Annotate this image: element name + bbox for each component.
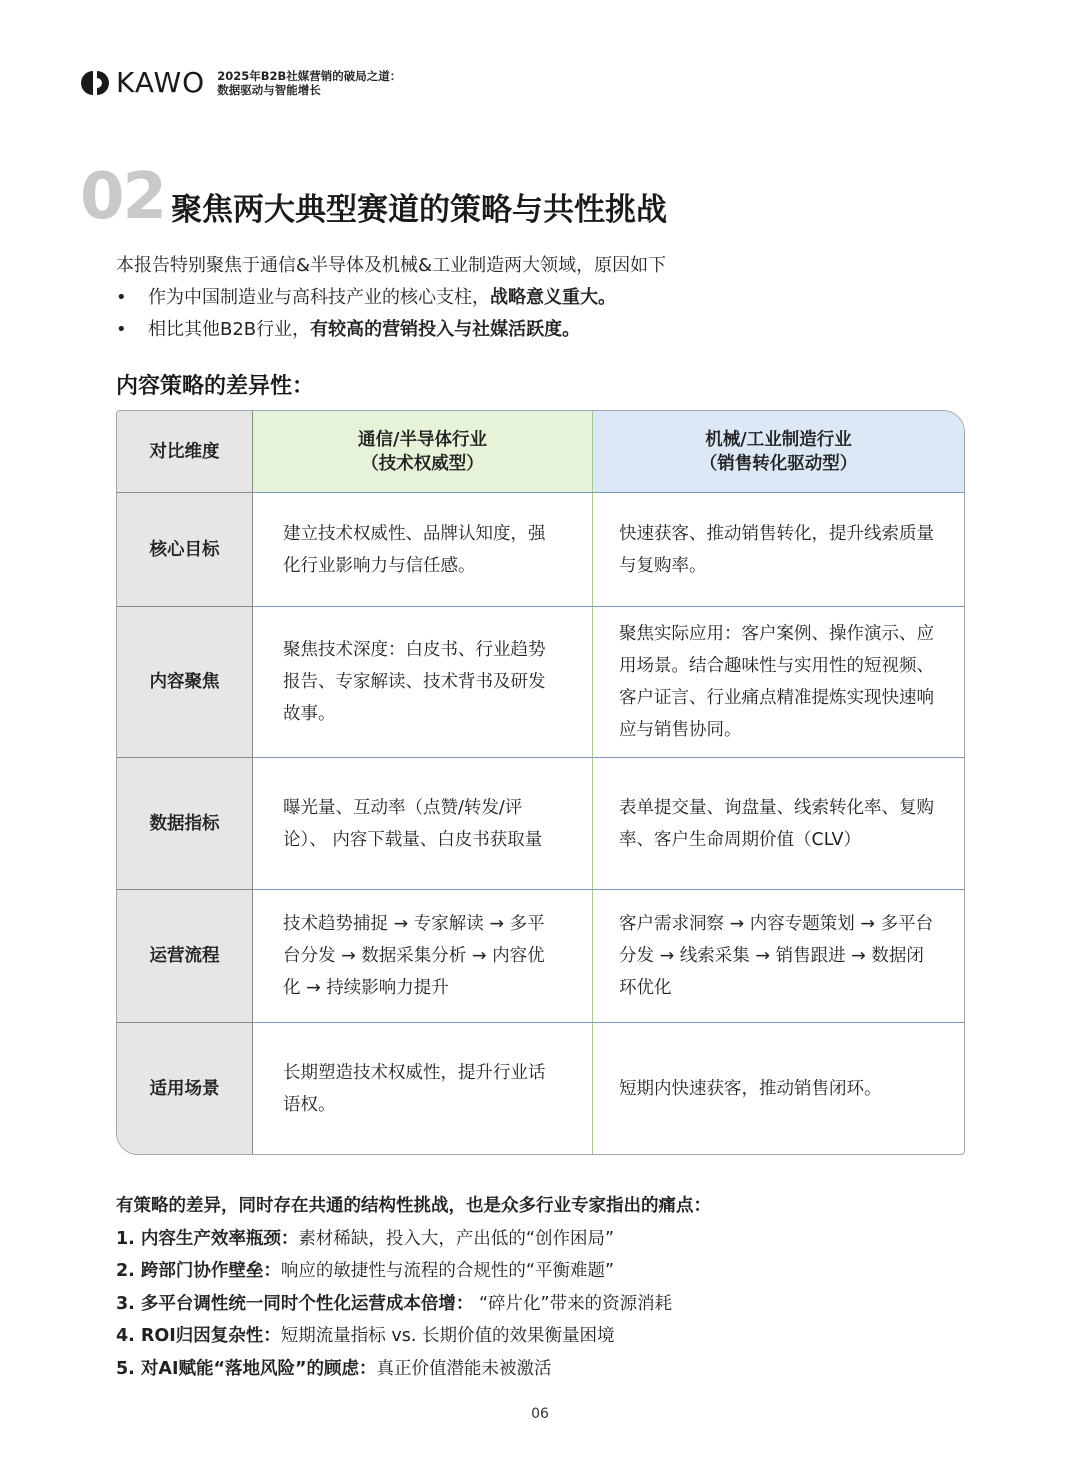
challenges-list: [116, 1190, 711, 1385]
cell-telecom: 技术趋势捕捉 → 专家解读 → 多平台分发 → 数据采集分析 → 内容优化 → 持续影响力提升: [253, 890, 593, 1023]
header-telecom: 通信/半导体行业 （技术权威型）: [253, 411, 593, 493]
challenges-lead: 有策略的差异，同时存在共通的结构性挑战，也是众多行业专家指出的痛点：: [116, 1196, 711, 1216]
row-dimension: 适用场景: [117, 1023, 253, 1154]
section-title: 聚焦两大典型赛道的策略与共性挑战: [171, 192, 668, 228]
challenge-item: 3. 多平台调性统一同时个性化运营成本倍增： “碎片化”带来的资源消耗: [116, 1293, 673, 1314]
cell-machinery: 聚焦实际应用：客户案例、操作演示、应用场景。结合趣味性与实用性的短视频、客户证言、行业痛点精准提炼实现快速响应与销售协同。: [593, 607, 964, 758]
table-heading: 内容策略的差异性：: [116, 374, 315, 399]
challenge-item: 5. 对AI赋能“落地风险”的顾虑：真正价值潜能未被激活: [116, 1358, 552, 1379]
kawo-logo-icon: [80, 68, 110, 98]
cell-machinery: 快速获客、推动销售转化，提升线索质量与复购率。: [593, 493, 964, 607]
intro-bullet: • 相比其他B2B行业， 有较高的营销投入与社媒活跃度。: [116, 314, 666, 346]
cell-telecom: 聚焦技术深度：白皮书、行业趋势报告、专家解读、技术背书及研发故事。: [253, 607, 593, 758]
section-heading: [80, 160, 668, 234]
header-dimension: 对比维度: [117, 411, 253, 493]
row-dimension: 核心目标: [117, 493, 253, 607]
bullet-dot: •: [116, 287, 127, 308]
cell-telecom: 长期塑造技术权威性，提升行业话语权。: [253, 1023, 593, 1154]
cell-machinery: 客户需求洞察 → 内容专题策划 → 多平台分发 → 线索采集 → 销售跟进 → 数据闭环优化: [593, 890, 964, 1023]
cell-machinery: 短期内快速获客，推动销售闭环。: [619, 1078, 882, 1099]
row-dimension: 数据指标: [117, 758, 253, 890]
report-subtitle: 2025年B2B社媒营销的破局之道： 数据驱动与智能增长: [217, 69, 402, 97]
row-dimension: 内容聚焦: [117, 607, 253, 758]
intro-bullet: • 作为中国制造业与高科技产业的核心支柱， 战略意义重大。: [116, 282, 666, 314]
intro-paragraph: [116, 250, 666, 346]
comparison-table: [116, 410, 965, 1155]
challenge-item: 1. 内容生产效率瓶颈：素材稀缺，投入大，产出低的“创作困局”: [116, 1228, 615, 1249]
cell-machinery: 表单提交量、询盘量、线索转化率、复购率、客户生命周期价值（CLV）: [593, 758, 964, 890]
cell-telecom: 建立技术权威性、品牌认知度，强化行业影响力与信任感。: [253, 493, 593, 607]
row-dimension: 运营流程: [117, 890, 253, 1023]
page-number: 06: [531, 1406, 549, 1422]
cell-telecom: 曝光量、互动率（点赞/转发/评论）、 内容下载量、白皮书获取量: [253, 758, 593, 890]
intro-lead: 本报告特别聚焦于通信&半导体及机械&工业制造两大领域，原因如下: [116, 255, 667, 276]
logo-text: KAWO: [116, 66, 206, 99]
challenge-item: 2. 跨部门协作壁垒：响应的敏捷性与流程的合规性的“平衡难题”: [116, 1261, 615, 1281]
bullet-dot: •: [116, 319, 127, 340]
section-number: 02: [80, 160, 166, 234]
report-header: [80, 68, 401, 98]
header-machinery: 机械/工业制造行业 （销售转化驱动型）: [593, 411, 964, 493]
challenge-item: 4. ROI归因复杂性：短期流量指标 vs. 长期价值的效果衡量困境: [116, 1326, 615, 1346]
